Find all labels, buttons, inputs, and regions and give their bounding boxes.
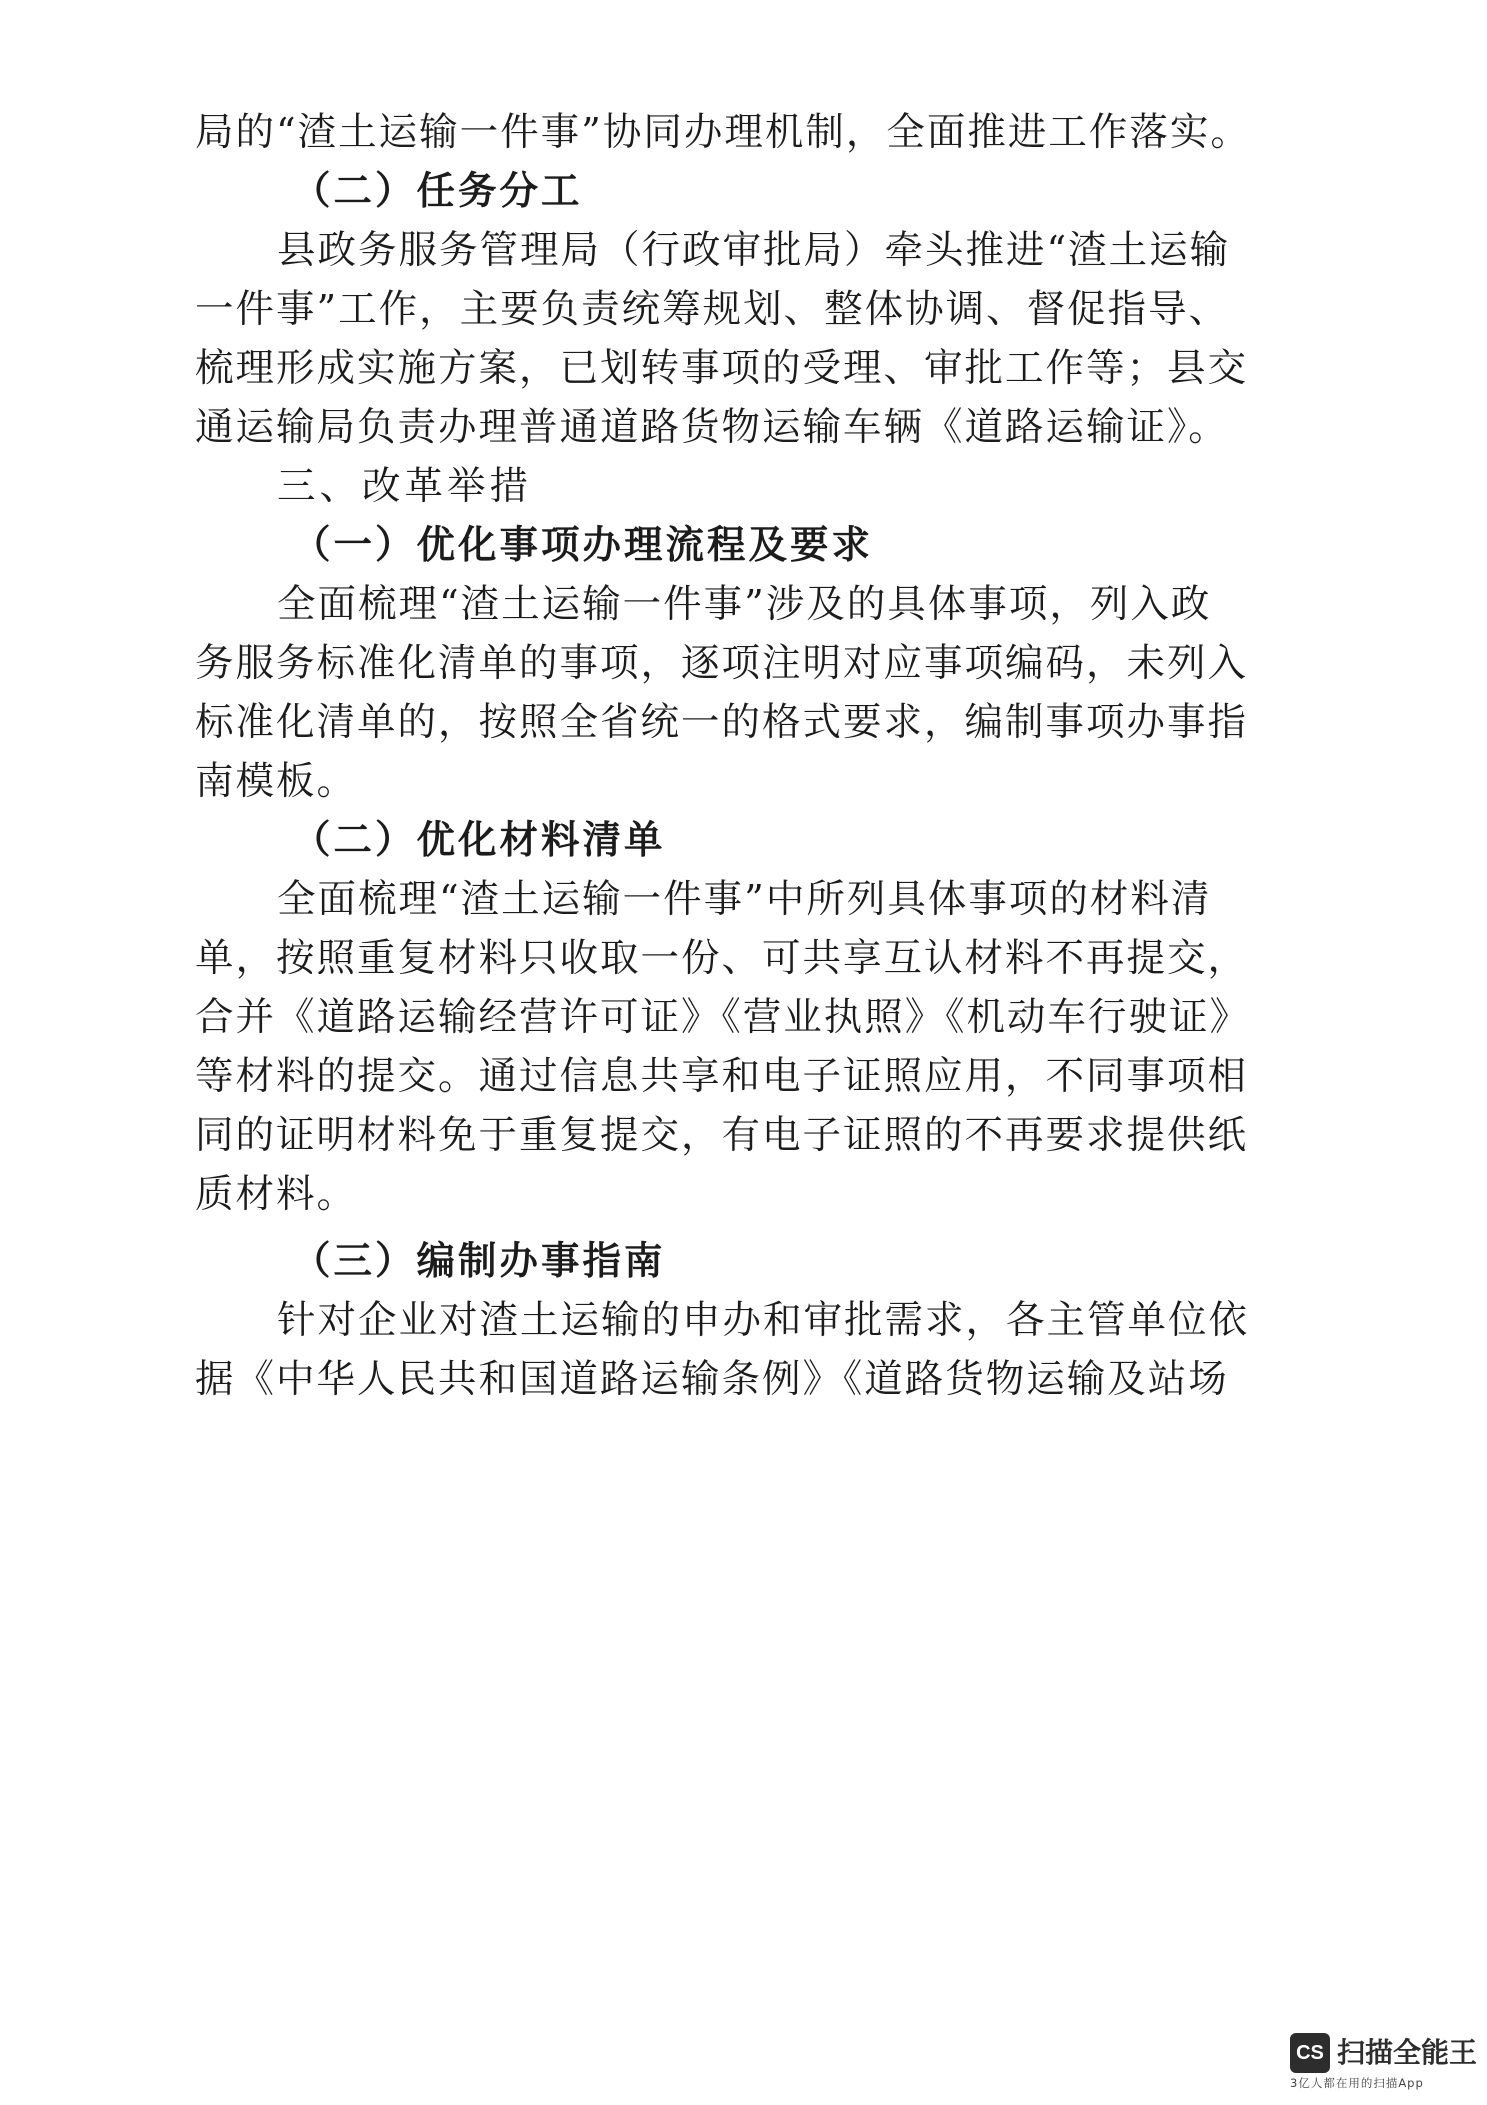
section-heading: （二）优化材料清单: [292, 818, 666, 863]
paragraph-line: 全面梳理“渣土运输一件事”涉及的具体事项，列入政: [277, 582, 1212, 627]
section-heading: （三）编制办事指南: [292, 1239, 666, 1284]
paragraph-line: 局的“渣土运输一件事”协同办理机制，全面推进工作落实。: [195, 110, 1251, 155]
paragraph-line: 单，按照重复材料只收取一份、可共享互认材料不再提交，: [195, 936, 1249, 981]
section-heading: （一）优化事项办理流程及要求: [292, 523, 874, 568]
paragraph-line: 全面梳理“渣土运输一件事”中所列具体事项的材料清: [277, 877, 1212, 922]
scanner-watermark: [1290, 2033, 1478, 2091]
chapter-heading: 三、改革举措: [277, 464, 533, 509]
paragraph-line: 等材料的提交。通过信息共享和电子证照应用，不同事项相: [195, 1054, 1249, 1099]
paragraph-line: 县政务服务管理局（行政审批局）牵头推进“渣土运输: [277, 228, 1231, 273]
paragraph-line: 务服务标准化清单的事项，逐项注明对应事项编码，未列入: [195, 641, 1249, 686]
paragraph-line: 针对企业对渣土运输的申办和审批需求，各主管单位依: [277, 1298, 1250, 1343]
paragraph-line: 一件事”工作，主要负责统筹规划、整体协调、督促指导、: [195, 287, 1230, 332]
scanner-brand: 扫描全能王: [1337, 2036, 1478, 2069]
paragraph-line: 同的证明材料免于重复提交，有电子证照的不再要求提供纸: [195, 1113, 1249, 1158]
paragraph-line: 合并《道路运输经营许可证》《营业执照》《机动车行驶证》: [195, 995, 1251, 1040]
paragraph-line: 标准化清单的，按照全省统一的格式要求，编制事项办事指: [195, 700, 1249, 745]
scanner-tagline: 3亿人都在用的扫描App: [1290, 2076, 1424, 2090]
paragraph-line: 通运输局负责办理普通道路货物运输车辆《道路运输证》。: [195, 405, 1229, 450]
paragraph-line: 梳理形成实施方案，已划转事项的受理、审批工作等；县交: [195, 346, 1249, 391]
scanner-logo-icon: CS: [1290, 2033, 1330, 2073]
paragraph-line: 南模板。: [195, 759, 358, 804]
paragraph-line: 质材料。: [195, 1172, 358, 1217]
paragraph-line: 据《中华人民共和国道路运输条例》《道路货物运输及站场: [195, 1357, 1229, 1402]
section-heading: （二）任务分工: [292, 169, 583, 214]
